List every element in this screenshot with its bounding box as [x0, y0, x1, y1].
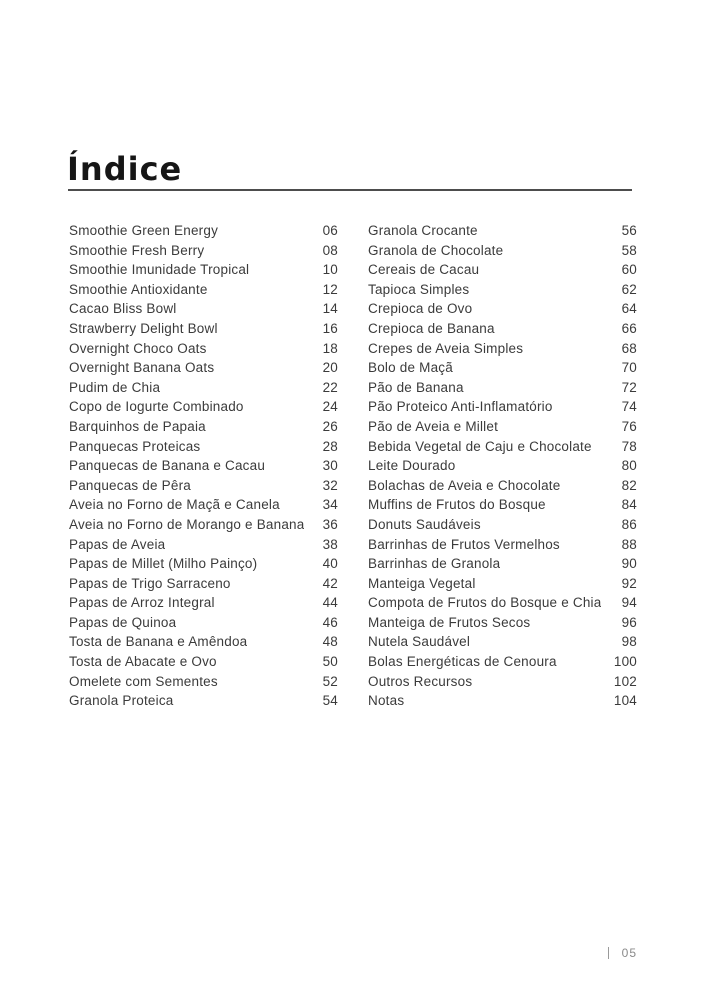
toc-entry-label: Bolachas de Aveia e Chocolate: [368, 477, 561, 493]
toc-entry-label: Panquecas Proteicas: [69, 438, 201, 454]
toc-entry: [368, 221, 637, 241]
page-number: 05: [621, 946, 637, 960]
toc-entry: [368, 574, 637, 594]
toc-entry-label: Smoothie Fresh Berry: [69, 242, 205, 258]
toc-entry-page-number: 78: [621, 438, 637, 454]
page-footer: [608, 946, 637, 960]
toc-entry: [69, 221, 338, 241]
toc-entry: [368, 260, 637, 280]
toc-entry-page-number: 84: [621, 497, 637, 513]
toc-entry: [69, 554, 338, 574]
toc-entry-page-number: 66: [621, 320, 637, 336]
toc-entry: [368, 535, 637, 555]
toc-entry: [69, 691, 338, 711]
page-title: Índice: [67, 150, 183, 189]
toc-entry-page-number: 10: [322, 262, 338, 278]
toc-entry-label: Overnight Choco Oats: [69, 340, 207, 356]
toc-entry-label: Smoothie Antioxidante: [69, 281, 208, 297]
toc-entry: [69, 241, 338, 261]
toc-entry-page-number: 76: [621, 418, 637, 434]
toc-entry: [368, 632, 637, 652]
toc-entry-page-number: 70: [621, 360, 637, 376]
toc-entry: [69, 476, 338, 496]
toc-column-left: [69, 221, 338, 711]
toc-entry: [368, 476, 637, 496]
toc-entry-label: Pão de Banana: [368, 379, 464, 395]
toc-entry: [69, 339, 338, 359]
toc-entry-page-number: 104: [613, 693, 637, 709]
toc-entry: [368, 339, 637, 359]
toc-entry-label: Bolas Energéticas de Cenoura: [368, 654, 557, 670]
toc-entry-label: Pão Proteico Anti-Inflamatório: [368, 399, 553, 415]
toc-entry-label: Barrinhas de Frutos Vermelhos: [368, 536, 560, 552]
toc-entry-page-number: 50: [322, 654, 338, 670]
toc-entry-label: Nutela Saudável: [368, 634, 471, 650]
toc-column-right: [368, 221, 637, 711]
toc-entry-label: Cacao Bliss Bowl: [69, 301, 177, 317]
toc-entry-label: Papas de Arroz Integral: [69, 595, 215, 611]
footer-separator-bar: [608, 947, 609, 959]
toc-entry-label: Leite Dourado: [368, 458, 456, 474]
toc-entry: [368, 593, 637, 613]
toc-entry: [368, 378, 637, 398]
toc-entry-page-number: 80: [621, 458, 637, 474]
toc-entry-page-number: 12: [322, 281, 338, 297]
toc-entry: [69, 632, 338, 652]
toc-entry: [368, 515, 637, 535]
toc-entry-page-number: 72: [621, 379, 637, 395]
toc-entry: [69, 535, 338, 555]
toc-entry-page-number: 08: [322, 242, 338, 258]
toc-entry: [368, 280, 637, 300]
toc-entry: [69, 417, 338, 437]
toc-entry: [368, 241, 637, 261]
toc-entry-label: Barquinhos de Papaia: [69, 418, 206, 434]
toc-entry-page-number: 64: [621, 301, 637, 317]
toc-entry-page-number: 88: [621, 536, 637, 552]
toc-entry-label: Omelete com Sementes: [69, 673, 218, 689]
toc-entry-label: Overnight Banana Oats: [69, 360, 215, 376]
toc-entry: [368, 358, 637, 378]
toc-entry-page-number: 42: [322, 575, 338, 591]
toc-entry: [368, 652, 637, 672]
toc-entry-label: Aveia no Forno de Morango e Banana: [69, 516, 305, 532]
toc-entry-label: Aveia no Forno de Maçã e Canela: [69, 497, 280, 513]
toc-entry-label: Panquecas de Pêra: [69, 477, 191, 493]
toc-entry-page-number: 38: [322, 536, 338, 552]
toc-entry: [69, 358, 338, 378]
toc-entry-label: Strawberry Delight Bowl: [69, 320, 218, 336]
toc-entry-page-number: 28: [322, 438, 338, 454]
toc-entry-label: Papas de Millet (Milho Painço): [69, 556, 258, 572]
toc-entry-label: Papas de Aveia: [69, 536, 166, 552]
toc-entry: [69, 652, 338, 672]
toc-entry-label: Compota de Frutos do Bosque e Chia: [368, 595, 602, 611]
toc-entry-label: Copo de Iogurte Combinado: [69, 399, 244, 415]
toc-entry-label: Bebida Vegetal de Caju e Chocolate: [368, 438, 592, 454]
toc-entry-page-number: 30: [322, 458, 338, 474]
toc-entry: [69, 397, 338, 417]
toc-entry: [368, 319, 637, 339]
toc-entry-label: Tosta de Abacate e Ovo: [69, 654, 217, 670]
toc-entry-page-number: 54: [322, 693, 338, 709]
toc-entry: [368, 672, 637, 692]
toc-entry-label: Smoothie Green Energy: [69, 223, 219, 238]
toc-entry-page-number: 58: [621, 242, 637, 258]
toc-entry-label: Barrinhas de Granola: [368, 556, 501, 572]
toc-entry-page-number: 18: [322, 340, 338, 356]
toc-entry-label: Tosta de Banana e Amêndoa: [69, 634, 248, 650]
toc-entry-page-number: 102: [613, 673, 637, 689]
toc-entry-page-number: 56: [621, 223, 637, 238]
toc-entry: [69, 456, 338, 476]
toc-entry-page-number: 86: [621, 516, 637, 532]
toc-entry-label: Muffins de Frutos do Bosque: [368, 497, 546, 513]
toc-entry: [69, 280, 338, 300]
toc-entry: [368, 495, 637, 515]
toc-entry-label: Crepes de Aveia Simples: [368, 340, 524, 356]
toc-entry: [69, 378, 338, 398]
toc-entry-page-number: 34: [322, 497, 338, 513]
toc-entry-label: Manteiga Vegetal: [368, 575, 476, 591]
toc-entry: [69, 437, 338, 457]
toc-entry: [69, 495, 338, 515]
toc-entry-label: Panquecas de Banana e Cacau: [69, 458, 266, 474]
toc-entry: [368, 417, 637, 437]
toc-entry: [368, 437, 637, 457]
toc-entry-label: Granola Proteica: [69, 693, 174, 709]
toc-entry-label: Manteiga de Frutos Secos: [368, 614, 531, 630]
toc-entry-page-number: 98: [621, 634, 637, 650]
toc-entry-label: Smoothie Imunidade Tropical: [69, 262, 250, 278]
toc-entry-page-number: 16: [322, 320, 338, 336]
toc-entry: [69, 299, 338, 319]
toc-entry-page-number: 36: [322, 516, 338, 532]
toc-entry-page-number: 100: [613, 654, 637, 670]
toc-entry-page-number: 06: [322, 223, 338, 238]
toc-entry: [368, 613, 637, 633]
toc-entry: [368, 456, 637, 476]
toc-entry: [69, 672, 338, 692]
toc-entry-page-number: 90: [621, 556, 637, 572]
toc-entry-page-number: 24: [322, 399, 338, 415]
toc-entry-page-number: 68: [621, 340, 637, 356]
toc-entry: [69, 260, 338, 280]
toc-entry: [69, 613, 338, 633]
toc-entry: [69, 593, 338, 613]
toc-entry-page-number: 60: [621, 262, 637, 278]
title-divider-rule: [68, 189, 632, 191]
toc-entry-page-number: 48: [322, 634, 338, 650]
toc-entry-label: Granola Crocante: [368, 223, 478, 238]
toc-entry-label: Pão de Aveia e Millet: [368, 418, 499, 434]
toc-entry-label: Granola de Chocolate: [368, 242, 504, 258]
toc-entry-label: Donuts Saudáveis: [368, 516, 481, 532]
table-of-contents: [69, 221, 637, 711]
toc-entry-page-number: 46: [322, 614, 338, 630]
toc-entry-label: Pudim de Chia: [69, 379, 161, 395]
toc-entry-label: Papas de Trigo Sarraceno: [69, 575, 231, 591]
toc-entry-label: Crepioca de Banana: [368, 320, 495, 336]
toc-entry-label: Notas: [368, 693, 405, 709]
toc-entry-label: Outros Recursos: [368, 673, 473, 689]
toc-entry: [368, 299, 637, 319]
toc-entry-page-number: 52: [322, 673, 338, 689]
toc-entry: [368, 691, 637, 711]
toc-entry-page-number: 92: [621, 575, 637, 591]
toc-entry-label: Crepioca de Ovo: [368, 301, 473, 317]
toc-entry-label: Papas de Quinoa: [69, 614, 177, 630]
toc-entry-page-number: 20: [322, 360, 338, 376]
toc-entry-page-number: 44: [322, 595, 338, 611]
toc-entry-page-number: 74: [621, 399, 637, 415]
toc-entry-page-number: 22: [322, 379, 338, 395]
toc-entry-page-number: 14: [322, 301, 338, 317]
toc-entry-label: Cereais de Cacau: [368, 262, 480, 278]
toc-entry: [69, 574, 338, 594]
toc-entry: [69, 319, 338, 339]
toc-entry-page-number: 26: [322, 418, 338, 434]
toc-entry-page-number: 96: [621, 614, 637, 630]
toc-entry-page-number: 82: [621, 477, 637, 493]
toc-entry-label: Tapioca Simples: [368, 281, 470, 297]
toc-entry: [368, 554, 637, 574]
toc-entry-page-number: 94: [621, 595, 637, 611]
toc-entry-page-number: 40: [322, 556, 338, 572]
toc-entry-page-number: 62: [621, 281, 637, 297]
toc-entry: [368, 397, 637, 417]
toc-entry: [69, 515, 338, 535]
toc-entry-label: Bolo de Maçã: [368, 360, 453, 376]
toc-entry-page-number: 32: [322, 477, 338, 493]
